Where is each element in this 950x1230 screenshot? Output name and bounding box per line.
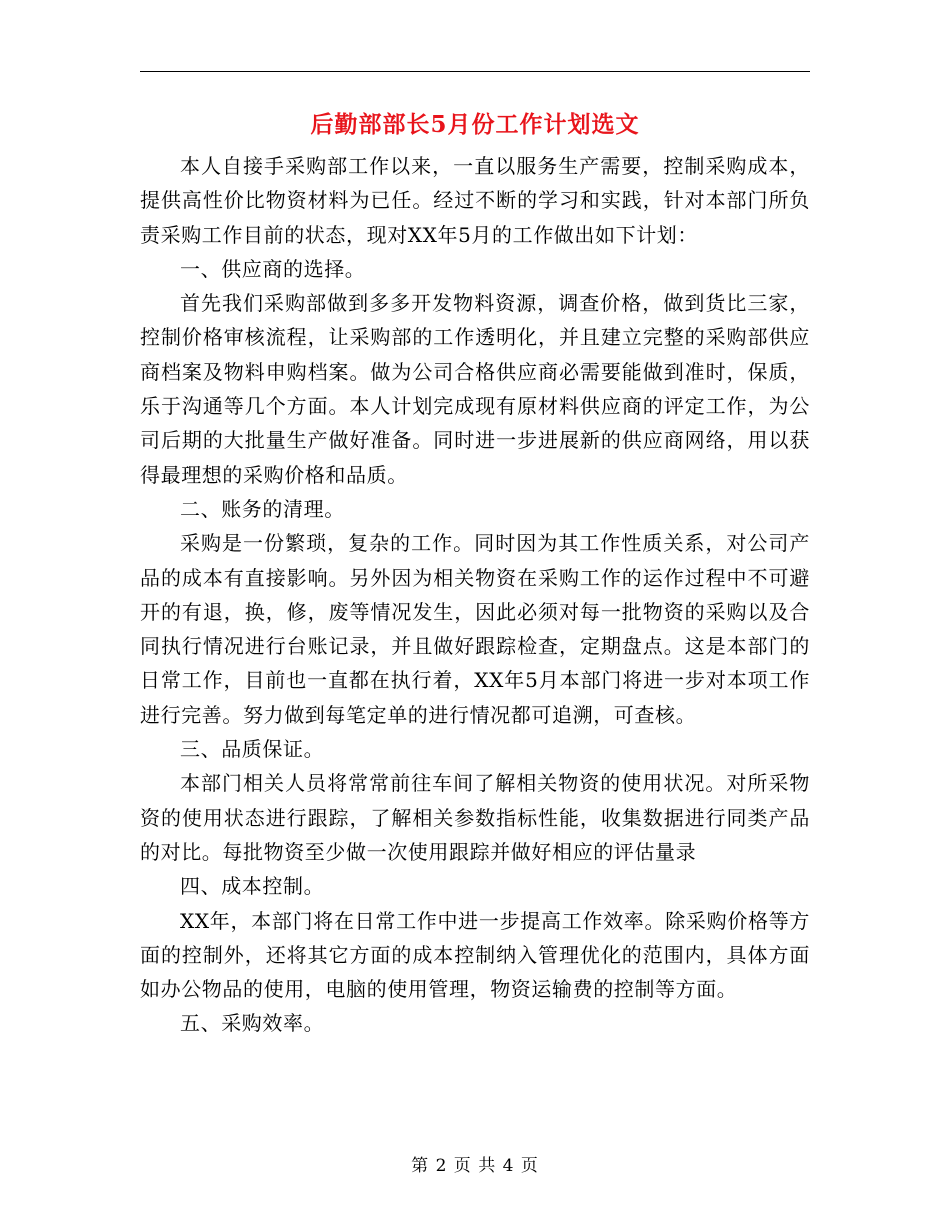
cost-paragraph: XX年，本部门将在日常工作中进一步提高工作效率。除采购价格等方面的控制外，还将其它方面的成本控制纳入管理优化的范围内，具体方面如办公物品的使用，电脑的使用管理，物资运输费的控制等方面。 [140,908,810,1002]
header-rule [140,71,810,72]
section-heading-accounts: 二、账务的清理。 [180,496,345,521]
section-heading-cost: 四、成本控制。 [180,874,325,899]
section-heading-efficiency: 五、采购效率。 [180,1011,325,1036]
document-title: 后勤部部长5月份工作计划选文 [310,111,640,138]
quality-paragraph: 本部门相关人员将常常前往车间了解相关物资的使用状况。对所采物资的使用状态进行跟踪，了解相关参数指标性能，收集数据进行同类产品的对比。每批物资至少做一次使用跟踪并做好相应的评估量录 [140,771,810,864]
suppliers-paragraph: 首先我们采购部做到多多开发物料资源，调查价格，做到货比三家，控制价格审核流程，让采购部的工作透明化，并且建立完整的采购部供应商档案及物料申购档案。做为公司合格供应商必需要能做到准时，保质，乐于沟通等几个方面。本人计划完成现有原材料供应商的评定工作，为公司后期的大批量生产做好准备。同时进一步进展新的供应商网络，用以获得最理想的采购价格和品质。 [140,291,810,487]
accounts-paragraph: 采购是一份繁琐，复杂的工作。同时因为其工作性质关系，对公司产品的成本有直接影响。另外因为相关物资在采购工作的运作过程中不可避开的有退，换，修，废等情况发生，因此必须对每一批物资的采购以及合同执行情况进行台账记录，并且做好跟踪检查，定期盘点。这是本部门的日常工作，目前也一直都在执行着，XX年5月本部门将进一步对本项工作进行完善。努力做到每笔定单的进行情况都可追溯，可查核。 [140,531,810,727]
document-body [140,149,810,1041]
intro-paragraph: 本人自接手采购部工作以来，一直以服务生产需要，控制采购成本，提供高性价比物资材料为已任。经过不断的学习和实践，针对本部门所负责采购工作目前的状态，现对XX年5月的工作做出如下计划： [140,154,810,247]
section-heading-suppliers: 一、供应商的选择。 [180,256,366,281]
page-number-footer: 第 2 页 共 4 页 [411,1156,539,1176]
section-heading-quality: 三、品质保证。 [180,737,325,762]
